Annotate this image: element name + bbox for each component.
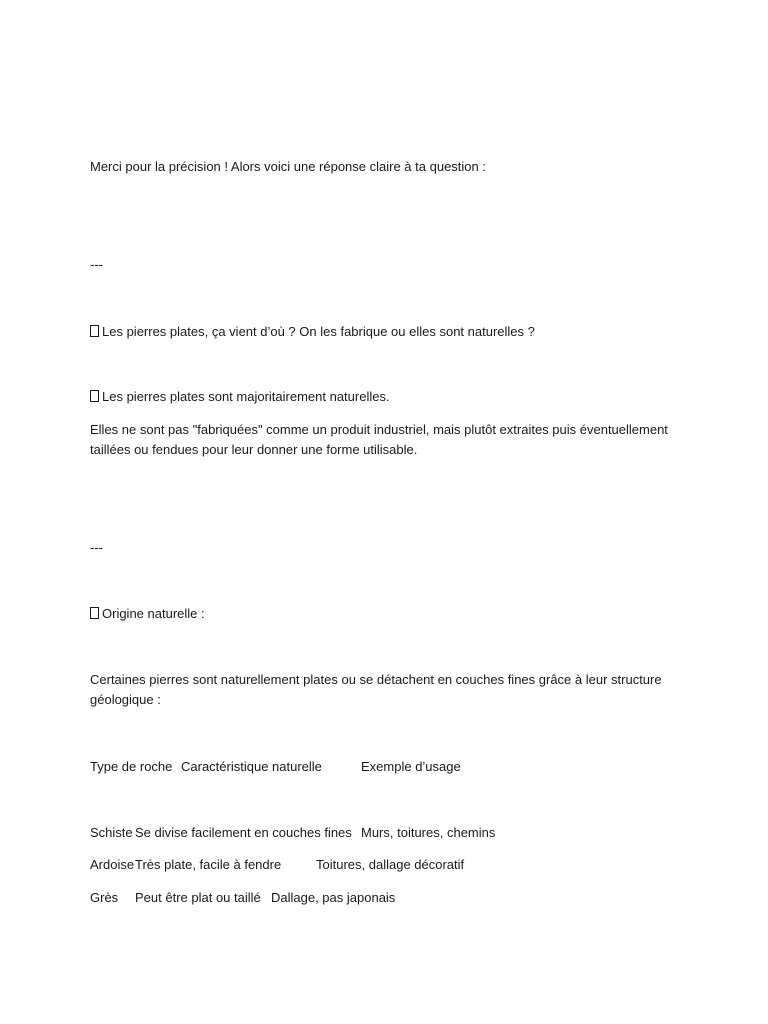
- table-cell: Se divise facilement en couches fines: [135, 825, 352, 840]
- table-header-cell: Exemple d’usage: [361, 759, 461, 774]
- table-cell: Toitures, dallage décoratif: [316, 857, 465, 872]
- separator: ---: [90, 257, 103, 272]
- table-header-cell: Type de roche: [90, 759, 173, 774]
- table-cell: Peut être plat ou taillé: [135, 890, 261, 905]
- question-heading-text: Les pierres plates, ça vient d’où ? On les fabrique ou elles sont naturelles ?: [102, 324, 535, 339]
- missing-glyph-icon: [90, 325, 99, 337]
- separator: ---: [90, 540, 103, 555]
- missing-glyph-icon: [90, 390, 99, 402]
- table-cell: Murs, toitures, chemins: [361, 825, 496, 840]
- answer-heading-text: Les pierres plates sont majoritairement naturelles.: [102, 389, 390, 404]
- table-header-cell: Caractéristique naturelle: [181, 759, 322, 774]
- answer-paragraph: Elles ne sont pas "fabriquées" comme un produit industriel, mais plutôt extraites puis éventuellement taillées ou fendues pour leur donner une forme utilisable.: [90, 422, 668, 457]
- table-cell: Ardoise: [90, 857, 135, 872]
- intro-text: Merci pour la précision ! Alors voici une réponse claire à ta question :: [90, 159, 486, 174]
- origin-heading-text: Origine naturelle :: [102, 606, 205, 621]
- question-heading: [90, 322, 535, 342]
- origin-heading: [90, 604, 205, 624]
- table-cell: Schiste: [90, 825, 133, 840]
- table-cell: Très plate, facile à fendre: [135, 857, 282, 872]
- table-cell: Dallage, pas japonais: [271, 890, 396, 905]
- origin-paragraph: Certaines pierres sont naturellement plates ou se détachent en couches fines grâce à leur structure géologique :: [90, 672, 662, 707]
- missing-glyph-icon: [90, 607, 99, 619]
- table-cell: Grès: [90, 890, 119, 905]
- answer-heading: [90, 387, 390, 407]
